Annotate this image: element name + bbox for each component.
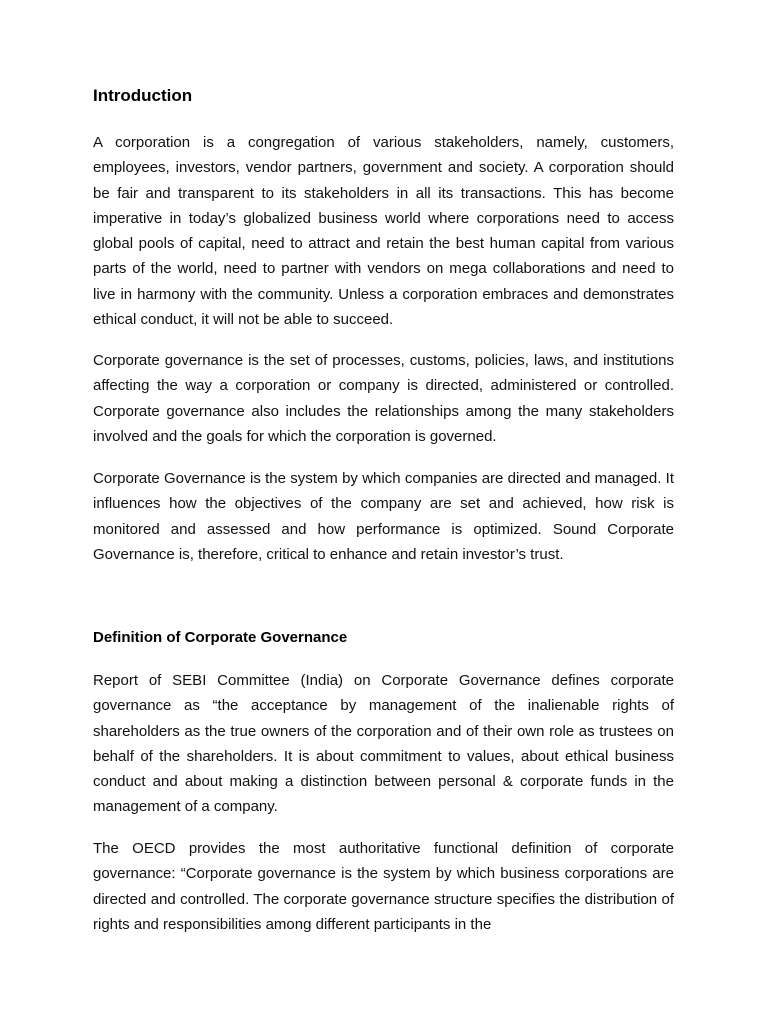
definition-heading: Definition of Corporate Governance xyxy=(93,629,348,646)
definition-paragraph-1: Report of SEBI Committee (India) on Corporate Governance defines corporate governance as “the acceptance by management of the inalienable rights of shareholders as the true owners of the corporation and of their own role as trustees on behalf of the shareholders. It is about commitment to values, about ethical business conduct and about making a distinction between personal & corporate funds in the management of a company. xyxy=(93,672,674,816)
intro-paragraph-3: Corporate Governance is the system by which companies are directed and managed. It influences how the objectives of the company are set and achieved, how risk is monitored and assessed and how performance is optimized. Sound Corporate Governance is, therefore, critical to enhance and retain investor’s trust. xyxy=(93,470,674,563)
definition-paragraph-2: The OECD provides the most authoritative functional definition of corporate governance: “Corporate governance is the system by which business corporations are directed and controlled. The corporate governance structure specifies the distribution of rights and responsibilities among different participants in the xyxy=(93,840,674,933)
introduction-heading: Introduction xyxy=(93,86,193,105)
intro-paragraph-1: A corporation is a congregation of various stakeholders, namely, customers, employees, investors, vendor partners, government and society. A corporation should be fair and transparent to its stakeholders in all its transactions. This has become imperative in today’s globalized business world where corporations need to access global pools of capital, need to attract and retain the best human capital from various parts of the world, need to partner with vendors on mega collaborations and need to live in harmony with the community. Unless a corporation embraces and demonstrates ethical conduct, it will not be able to succeed. xyxy=(93,134,674,329)
intro-paragraph-2: Corporate governance is the set of processes, customs, policies, laws, and institutions affecting the way a corporation or company is directed, administered or controlled. Corporate governance also includes the relationships among the many stakeholders involved and the goals for which the corporation is governed. xyxy=(93,352,674,445)
